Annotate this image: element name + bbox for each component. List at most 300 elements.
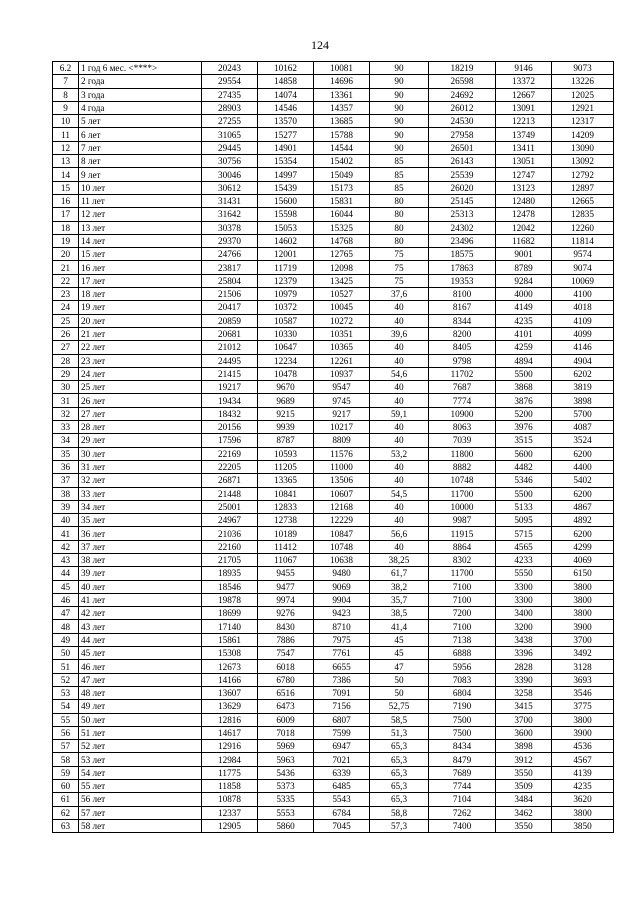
value-cell: 15788 [314, 128, 370, 141]
value-cell: 10527 [314, 288, 370, 301]
value-cell: 11412 [258, 540, 314, 553]
value-cell: 24766 [202, 248, 258, 261]
value-cell: 13226 [552, 75, 614, 88]
age-label-cell: 47 лет [79, 673, 202, 686]
value-cell: 40 [370, 500, 429, 513]
value-cell: 15277 [258, 128, 314, 141]
value-cell: 10217 [314, 421, 370, 434]
value-cell: 12234 [258, 354, 314, 367]
age-label-cell: 29 лет [79, 434, 202, 447]
age-label-cell: 18 лет [79, 288, 202, 301]
value-cell: 3700 [552, 633, 614, 646]
value-cell: 9939 [258, 421, 314, 434]
age-label-cell: 31 лет [79, 460, 202, 473]
table-row [53, 194, 614, 207]
value-cell: 5500 [496, 367, 552, 380]
value-cell: 22169 [202, 447, 258, 460]
value-cell: 45 [370, 633, 429, 646]
value-cell: 29370 [202, 234, 258, 247]
value-cell: 13629 [202, 700, 258, 713]
row-number-cell: 61 [53, 793, 79, 806]
value-cell: 3775 [552, 700, 614, 713]
row-number-cell: 31 [53, 394, 79, 407]
age-label-cell: 17 лет [79, 274, 202, 287]
row-number-cell: 51 [53, 660, 79, 673]
value-cell: 10841 [258, 487, 314, 500]
value-cell: 3200 [496, 620, 552, 633]
value-cell: 10937 [314, 367, 370, 380]
value-cell: 3300 [496, 580, 552, 593]
age-label-cell: 10 лет [79, 181, 202, 194]
value-cell: 3515 [496, 434, 552, 447]
value-cell: 9547 [314, 381, 370, 394]
value-cell: 12916 [202, 740, 258, 753]
table-row [53, 274, 614, 287]
table-row [53, 686, 614, 699]
value-cell: 21415 [202, 367, 258, 380]
value-cell: 23496 [429, 234, 496, 247]
value-cell: 14074 [258, 88, 314, 101]
value-cell: 23817 [202, 261, 258, 274]
value-cell: 15831 [314, 194, 370, 207]
table-row [53, 647, 614, 660]
value-cell: 38,5 [370, 607, 429, 620]
table-row [53, 101, 614, 114]
age-label-cell: 8 лет [79, 155, 202, 168]
value-cell: 12667 [496, 88, 552, 101]
row-number-cell: 23 [53, 288, 79, 301]
table-row [53, 726, 614, 739]
data-table [52, 61, 614, 833]
row-number-cell: 40 [53, 514, 79, 527]
age-label-cell: 1 год 6 мес. <****> [79, 62, 202, 75]
value-cell: 5335 [258, 793, 314, 806]
value-cell: 7100 [429, 580, 496, 593]
value-cell: 3484 [496, 793, 552, 806]
value-cell: 17863 [429, 261, 496, 274]
value-cell: 21012 [202, 341, 258, 354]
value-cell: 20243 [202, 62, 258, 75]
table-row [53, 713, 614, 726]
value-cell: 40 [370, 381, 429, 394]
value-cell: 24302 [429, 221, 496, 234]
row-number-cell: 20 [53, 248, 79, 261]
value-cell: 18432 [202, 407, 258, 420]
value-cell: 3438 [496, 633, 552, 646]
value-cell: 40 [370, 434, 429, 447]
value-cell: 7500 [429, 713, 496, 726]
value-cell: 24530 [429, 115, 496, 128]
value-cell: 3390 [496, 673, 552, 686]
value-cell: 50 [370, 686, 429, 699]
row-number-cell: 34 [53, 434, 79, 447]
value-cell: 4565 [496, 540, 552, 553]
table-row [53, 75, 614, 88]
table-row [53, 766, 614, 779]
table-row [53, 248, 614, 261]
row-number-cell: 60 [53, 780, 79, 793]
value-cell: 8200 [429, 327, 496, 340]
table-row [53, 128, 614, 141]
value-cell: 7774 [429, 394, 496, 407]
value-cell: 12673 [202, 660, 258, 673]
table-row [53, 553, 614, 566]
age-label-cell: 42 лет [79, 607, 202, 620]
value-cell: 80 [370, 208, 429, 221]
age-label-cell: 2 года [79, 75, 202, 88]
value-cell: 15354 [258, 155, 314, 168]
value-cell: 12042 [496, 221, 552, 234]
value-cell: 14546 [258, 101, 314, 114]
value-cell: 9670 [258, 381, 314, 394]
value-cell: 40 [370, 354, 429, 367]
value-cell: 12317 [552, 115, 614, 128]
value-cell: 3492 [552, 647, 614, 660]
value-cell: 7100 [429, 620, 496, 633]
row-number-cell: 58 [53, 753, 79, 766]
age-label-cell: 24 лет [79, 367, 202, 380]
value-cell: 5963 [258, 753, 314, 766]
table-row [53, 806, 614, 819]
value-cell: 3400 [496, 607, 552, 620]
value-cell: 31642 [202, 208, 258, 221]
value-cell: 24495 [202, 354, 258, 367]
value-cell: 90 [370, 101, 429, 114]
value-cell: 13365 [258, 474, 314, 487]
row-number-cell: 36 [53, 460, 79, 473]
value-cell: 21036 [202, 527, 258, 540]
row-number-cell: 50 [53, 647, 79, 660]
value-cell: 3868 [496, 381, 552, 394]
table-row [53, 447, 614, 460]
value-cell: 9217 [314, 407, 370, 420]
value-cell: 18699 [202, 607, 258, 620]
value-cell: 4536 [552, 740, 614, 753]
value-cell: 85 [370, 168, 429, 181]
value-cell: 19353 [429, 274, 496, 287]
value-cell: 4892 [552, 514, 614, 527]
row-number-cell: 56 [53, 726, 79, 739]
value-cell: 6009 [258, 713, 314, 726]
value-cell: 30612 [202, 181, 258, 194]
value-cell: 8344 [429, 314, 496, 327]
value-cell: 40 [370, 314, 429, 327]
value-cell: 20156 [202, 421, 258, 434]
table-row [53, 620, 614, 633]
value-cell: 9215 [258, 407, 314, 420]
value-cell: 30046 [202, 168, 258, 181]
value-cell: 6780 [258, 673, 314, 686]
value-cell: 61,7 [370, 567, 429, 580]
value-cell: 15325 [314, 221, 370, 234]
value-cell: 25539 [429, 168, 496, 181]
value-cell: 3300 [496, 593, 552, 606]
value-cell: 90 [370, 115, 429, 128]
value-cell: 3524 [552, 434, 614, 447]
age-label-cell: 58 лет [79, 819, 202, 832]
value-cell: 54,5 [370, 487, 429, 500]
value-cell: 10748 [429, 474, 496, 487]
age-label-cell: 41 лет [79, 593, 202, 606]
value-cell: 11814 [552, 234, 614, 247]
value-cell: 56,6 [370, 527, 429, 540]
row-number-cell: 7 [53, 75, 79, 88]
value-cell: 8434 [429, 740, 496, 753]
value-cell: 90 [370, 141, 429, 154]
value-cell: 3800 [552, 806, 614, 819]
age-label-cell: 20 лет [79, 314, 202, 327]
table-row [53, 673, 614, 686]
value-cell: 4233 [496, 553, 552, 566]
value-cell: 20681 [202, 327, 258, 340]
value-cell: 8882 [429, 460, 496, 473]
table-row [53, 62, 614, 75]
value-cell: 2828 [496, 660, 552, 673]
value-cell: 4100 [552, 288, 614, 301]
age-label-cell: 12 лет [79, 208, 202, 221]
value-cell: 31431 [202, 194, 258, 207]
table-row [53, 115, 614, 128]
value-cell: 40 [370, 474, 429, 487]
value-cell: 21448 [202, 487, 258, 500]
value-cell: 24967 [202, 514, 258, 527]
age-label-cell: 44 лет [79, 633, 202, 646]
value-cell: 15439 [258, 181, 314, 194]
value-cell: 45 [370, 647, 429, 660]
value-cell: 3800 [552, 607, 614, 620]
value-cell: 27958 [429, 128, 496, 141]
value-cell: 10365 [314, 341, 370, 354]
value-cell: 27255 [202, 115, 258, 128]
table-row [53, 354, 614, 367]
table-row [53, 88, 614, 101]
value-cell: 3693 [552, 673, 614, 686]
age-label-cell: 25 лет [79, 381, 202, 394]
value-cell: 3550 [496, 766, 552, 779]
value-cell: 10587 [258, 314, 314, 327]
age-label-cell: 11 лет [79, 194, 202, 207]
age-label-cell: 9 лет [79, 168, 202, 181]
age-label-cell: 5 лет [79, 115, 202, 128]
value-cell: 25804 [202, 274, 258, 287]
value-cell: 13372 [496, 75, 552, 88]
table-row [53, 740, 614, 753]
value-cell: 9904 [314, 593, 370, 606]
age-label-cell: 52 лет [79, 740, 202, 753]
value-cell: 14617 [202, 726, 258, 739]
value-cell: 5500 [496, 487, 552, 500]
value-cell: 10189 [258, 527, 314, 540]
value-cell: 10045 [314, 301, 370, 314]
value-cell: 9073 [552, 62, 614, 75]
age-label-cell: 21 лет [79, 327, 202, 340]
value-cell: 7039 [429, 434, 496, 447]
value-cell: 6807 [314, 713, 370, 726]
age-label-cell: 55 лет [79, 780, 202, 793]
row-number-cell: 35 [53, 447, 79, 460]
value-cell: 65,3 [370, 740, 429, 753]
row-number-cell: 55 [53, 713, 79, 726]
value-cell: 13361 [314, 88, 370, 101]
age-label-cell: 37 лет [79, 540, 202, 553]
value-cell: 12738 [258, 514, 314, 527]
value-cell: 7104 [429, 793, 496, 806]
age-label-cell: 14 лет [79, 234, 202, 247]
value-cell: 6516 [258, 686, 314, 699]
value-cell: 9001 [496, 248, 552, 261]
value-cell: 4259 [496, 341, 552, 354]
value-cell: 9745 [314, 394, 370, 407]
value-cell: 12261 [314, 354, 370, 367]
value-cell: 8430 [258, 620, 314, 633]
row-number-cell: 17 [53, 208, 79, 221]
table-row [53, 434, 614, 447]
value-cell: 7744 [429, 780, 496, 793]
value-cell: 58,5 [370, 713, 429, 726]
value-cell: 4000 [496, 288, 552, 301]
value-cell: 40 [370, 460, 429, 473]
value-cell: 12478 [496, 208, 552, 221]
value-cell: 8479 [429, 753, 496, 766]
value-cell: 7138 [429, 633, 496, 646]
row-number-cell: 8 [53, 88, 79, 101]
value-cell: 80 [370, 194, 429, 207]
value-cell: 7156 [314, 700, 370, 713]
value-cell: 14166 [202, 673, 258, 686]
table-row [53, 381, 614, 394]
value-cell: 6888 [429, 647, 496, 660]
value-cell: 3900 [552, 620, 614, 633]
value-cell: 5436 [258, 766, 314, 779]
table-row [53, 580, 614, 593]
row-number-cell: 49 [53, 633, 79, 646]
value-cell: 12337 [202, 806, 258, 819]
age-label-cell: 4 года [79, 101, 202, 114]
value-cell: 5860 [258, 819, 314, 832]
value-cell: 47 [370, 660, 429, 673]
value-cell: 10330 [258, 327, 314, 340]
age-label-cell: 54 лет [79, 766, 202, 779]
value-cell: 12098 [314, 261, 370, 274]
value-cell: 10979 [258, 288, 314, 301]
value-cell: 4235 [496, 314, 552, 327]
value-cell: 6202 [552, 367, 614, 380]
value-cell: 15308 [202, 647, 258, 660]
value-cell: 3396 [496, 647, 552, 660]
value-cell: 4299 [552, 540, 614, 553]
row-number-cell: 10 [53, 115, 79, 128]
value-cell: 6339 [314, 766, 370, 779]
value-cell: 65,3 [370, 780, 429, 793]
value-cell: 7500 [429, 726, 496, 739]
value-cell: 10638 [314, 553, 370, 566]
value-cell: 3550 [496, 819, 552, 832]
value-cell: 30378 [202, 221, 258, 234]
value-cell: 5700 [552, 407, 614, 420]
value-cell: 5402 [552, 474, 614, 487]
table-row [53, 314, 614, 327]
value-cell: 5550 [496, 567, 552, 580]
value-cell: 12835 [552, 208, 614, 221]
table-row [53, 474, 614, 487]
value-cell: 11800 [429, 447, 496, 460]
value-cell: 6200 [552, 527, 614, 540]
value-cell: 10081 [314, 62, 370, 75]
value-cell: 11700 [429, 487, 496, 500]
value-cell: 12229 [314, 514, 370, 527]
value-cell: 41,4 [370, 620, 429, 633]
table-row [53, 819, 614, 832]
age-label-cell: 38 лет [79, 553, 202, 566]
age-label-cell: 39 лет [79, 567, 202, 580]
value-cell: 13091 [496, 101, 552, 114]
table-row [53, 514, 614, 527]
value-cell: 51,3 [370, 726, 429, 739]
value-cell: 37,6 [370, 288, 429, 301]
value-cell: 38,2 [370, 580, 429, 593]
value-cell: 13411 [496, 141, 552, 154]
age-label-cell: 51 лет [79, 726, 202, 739]
value-cell: 9574 [552, 248, 614, 261]
value-cell: 6200 [552, 447, 614, 460]
value-cell: 12260 [552, 221, 614, 234]
value-cell: 29445 [202, 141, 258, 154]
value-cell: 19217 [202, 381, 258, 394]
value-cell: 12168 [314, 500, 370, 513]
value-cell: 25001 [202, 500, 258, 513]
value-cell: 15861 [202, 633, 258, 646]
row-number-cell: 57 [53, 740, 79, 753]
value-cell: 7200 [429, 607, 496, 620]
row-number-cell: 16 [53, 194, 79, 207]
value-cell: 7886 [258, 633, 314, 646]
table-row [53, 660, 614, 673]
table-row [53, 141, 614, 154]
row-number-cell: 33 [53, 421, 79, 434]
row-number-cell: 30 [53, 381, 79, 394]
value-cell: 9798 [429, 354, 496, 367]
value-cell: 8063 [429, 421, 496, 434]
value-cell: 4567 [552, 753, 614, 766]
table-row [53, 633, 614, 646]
age-label-cell: 30 лет [79, 447, 202, 460]
table-row [53, 780, 614, 793]
value-cell: 3800 [552, 593, 614, 606]
value-cell: 7547 [258, 647, 314, 660]
value-cell: 9146 [496, 62, 552, 75]
page-number: 124 [311, 38, 329, 52]
value-cell: 4482 [496, 460, 552, 473]
value-cell: 3700 [496, 713, 552, 726]
value-cell: 65,3 [370, 766, 429, 779]
age-label-cell: 46 лет [79, 660, 202, 673]
row-number-cell: 38 [53, 487, 79, 500]
value-cell: 12765 [314, 248, 370, 261]
table-row [53, 567, 614, 580]
row-number-cell: 63 [53, 819, 79, 832]
value-cell: 13607 [202, 686, 258, 699]
value-cell: 13685 [314, 115, 370, 128]
age-label-cell: 56 лет [79, 793, 202, 806]
value-cell: 13090 [552, 141, 614, 154]
value-cell: 18546 [202, 580, 258, 593]
value-cell: 10748 [314, 540, 370, 553]
value-cell: 13749 [496, 128, 552, 141]
value-cell: 25145 [429, 194, 496, 207]
value-cell: 7599 [314, 726, 370, 739]
value-cell: 3819 [552, 381, 614, 394]
row-number-cell: 46 [53, 593, 79, 606]
